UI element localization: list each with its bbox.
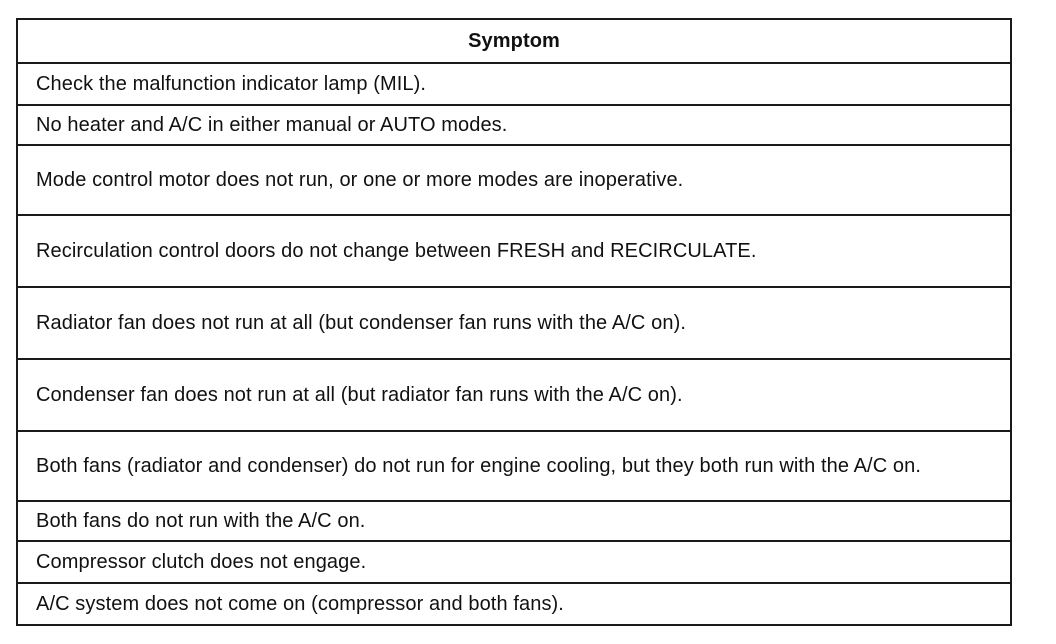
symptom-cell: A/C system does not come on (compressor and both fans). (17, 583, 1011, 625)
symptom-cell: Both fans (radiator and condenser) do not run for engine cooling, but they both run with the A/C on. (17, 431, 1011, 501)
symptom-cell: Compressor clutch does not engage. (17, 541, 1011, 583)
table-row (17, 63, 1011, 105)
symptom-cell: No heater and A/C in either manual or AUTO modes. (17, 105, 1011, 145)
symptom-cell: Check the malfunction indicator lamp (MIL). (17, 63, 1011, 105)
table-row (17, 541, 1011, 583)
symptom-cell: Recirculation control doors do not change between FRESH and RECIRCULATE. (17, 215, 1011, 287)
table-row (17, 359, 1011, 431)
symptom-cell: Radiator fan does not run at all (but condenser fan runs with the A/C on). (17, 287, 1011, 359)
symptom-cell: Condenser fan does not run at all (but radiator fan runs with the A/C on). (17, 359, 1011, 431)
table-header-row (17, 19, 1011, 63)
table-row (17, 431, 1011, 501)
table-row (17, 287, 1011, 359)
table-row (17, 145, 1011, 215)
table-row (17, 501, 1011, 541)
symptom-cell: Mode control motor does not run, or one or more modes are inoperative. (17, 145, 1011, 215)
symptom-column-header: Symptom (17, 19, 1011, 63)
table-row (17, 105, 1011, 145)
table-row (17, 583, 1011, 625)
symptom-table (16, 18, 1012, 626)
symptom-cell: Both fans do not run with the A/C on. (17, 501, 1011, 541)
table-row (17, 215, 1011, 287)
